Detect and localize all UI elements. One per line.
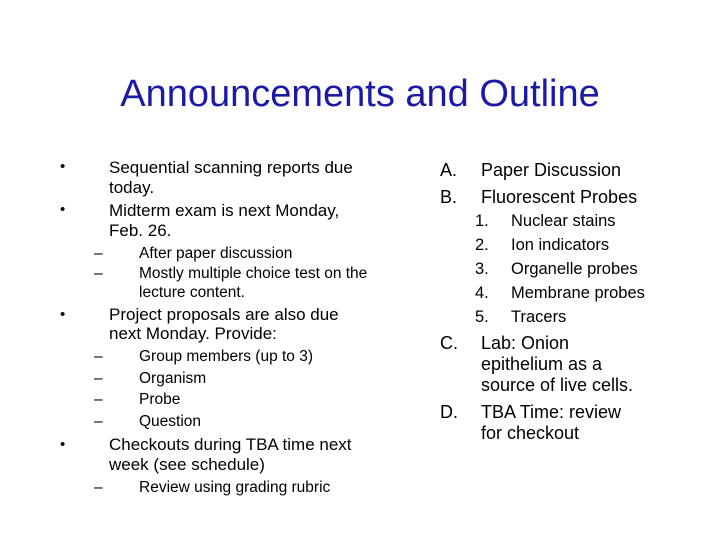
left-subitem-text: lecture content. (139, 284, 245, 301)
bullet-icon: • (60, 436, 66, 453)
outline-sub-text: Membrane probes (511, 284, 645, 302)
dash-icon: – (94, 265, 103, 282)
outline-sub-marker: 4. (475, 284, 489, 302)
outline-item-text: source of live cells. (481, 375, 634, 395)
outline-item-text: Paper Discussion (481, 160, 622, 180)
outline-sub-marker: 1. (475, 212, 489, 230)
outline-sub-marker: 5. (475, 308, 489, 326)
outline-item-text: epithelium as a (481, 354, 603, 374)
dash-icon: – (94, 413, 103, 430)
outline-sub-text: Ion indicators (511, 236, 610, 254)
dash-icon: – (94, 245, 103, 262)
outline-item-text: TBA Time: review (481, 402, 622, 422)
outline-sub-text: Organelle probes (511, 260, 638, 278)
left-subitem-text: After paper discussion (139, 245, 293, 262)
left-item-text: week (see schedule) (109, 455, 265, 474)
left-item-text: Project proposals are also due (109, 305, 339, 324)
left-subitem-text: Mostly multiple choice test on the (139, 265, 368, 282)
dash-icon: – (94, 391, 103, 408)
outline-marker: C. (440, 333, 458, 353)
left-subitem-text: Review using grading rubric (139, 479, 331, 496)
slide-title: Announcements and Outline (120, 73, 600, 115)
left-subitem-text: Group members (up to 3) (139, 348, 314, 365)
dash-icon: – (94, 370, 103, 387)
left-subitem-text: Probe (139, 391, 181, 408)
bullet-icon: • (60, 158, 66, 175)
outline-marker: A. (440, 160, 458, 180)
outline-marker: D. (440, 402, 458, 422)
left-item-text: today. (109, 178, 155, 197)
outline-marker: B. (440, 187, 458, 207)
left-item-text: Sequential scanning reports due (109, 158, 353, 177)
outline-item-text: Lab: Onion (481, 333, 570, 353)
left-item-text: Feb. 26. (109, 221, 172, 240)
left-item-text: Midterm exam is next Monday, (109, 201, 340, 220)
dash-icon: – (94, 479, 103, 496)
outline-sub-marker: 2. (475, 236, 489, 254)
outline-sub-text: Nuclear stains (511, 212, 616, 230)
bullet-icon: • (60, 306, 66, 323)
outline-sub-marker: 3. (475, 260, 489, 278)
outline-sub-text: Tracers (511, 308, 567, 326)
left-subitem-text: Question (139, 413, 202, 430)
bullet-icon: • (60, 201, 66, 218)
left-item-text: Checkouts during TBA time next (109, 435, 352, 454)
dash-icon: – (94, 348, 103, 365)
left-item-text: next Monday. Provide: (109, 324, 277, 343)
left-subitem-text: Organism (139, 370, 207, 387)
outline-item-text: for checkout (481, 423, 580, 443)
outline-item-text: Fluorescent Probes (481, 187, 638, 207)
